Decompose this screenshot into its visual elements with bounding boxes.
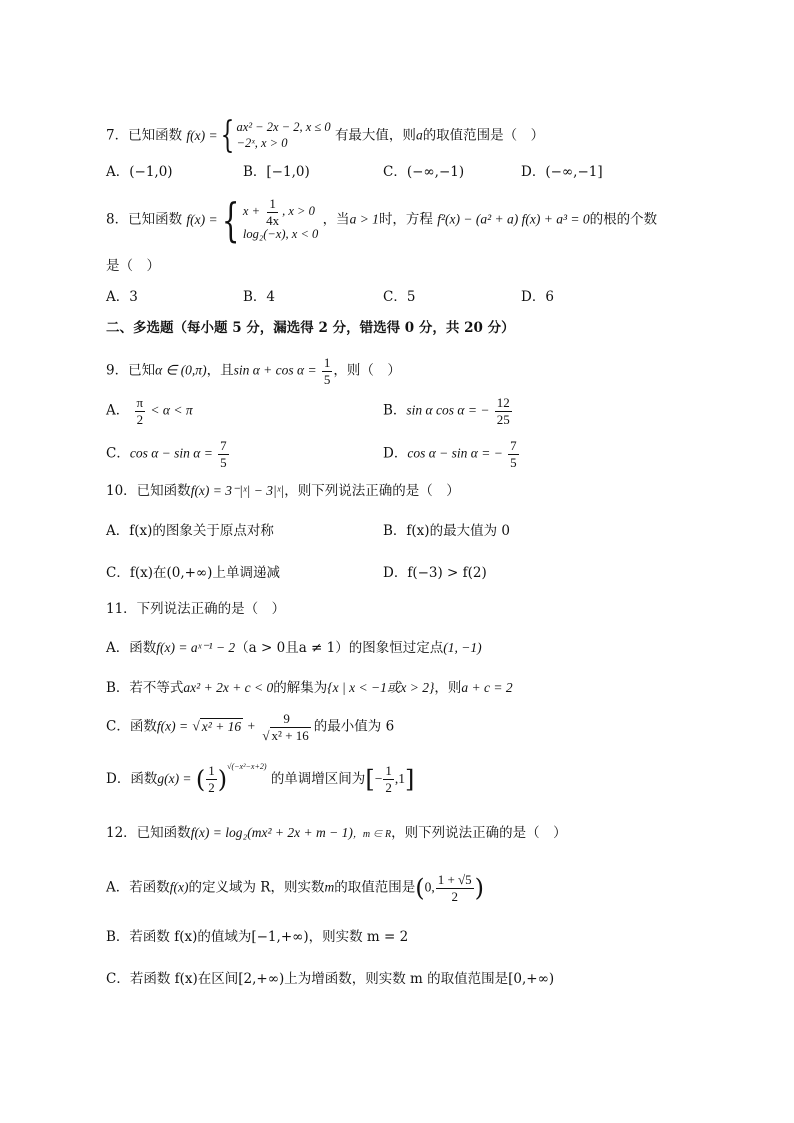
q8-pre: 8．已知函数 bbox=[106, 211, 183, 228]
q9-b-expr: sin α cos α = − bbox=[406, 402, 490, 418]
q11-b-result: a + c = 2 bbox=[461, 680, 513, 695]
q12-post: ，则下列说法正确的是（ ） bbox=[391, 825, 567, 841]
q11-a-expr: f(x) = aˣ⁻¹ − 2 bbox=[156, 640, 236, 655]
q12-a-den: 2 bbox=[451, 888, 458, 904]
q11-a-cond: （a > 0且a ≠ 1）的图象恒过定点 bbox=[235, 640, 444, 656]
q12-stem bbox=[106, 826, 567, 841]
q8-post: 的根的个数 bbox=[589, 211, 658, 228]
q7-option-d: D．(−∞,−1] bbox=[521, 164, 603, 180]
q8-fx: f(x) = bbox=[186, 212, 218, 228]
q9-a-label: A． bbox=[106, 402, 130, 419]
q8-case1-b: , x > 0 bbox=[282, 204, 315, 219]
q11-option-d: D．函数g(x) = ( $\frac{1}{2}$ )$^{√(-x^2-x+2)}$ 的单调增区间为[− $\frac{1}{2}$ ,1] bbox=[106, 762, 415, 795]
q9-c-den: 5 bbox=[220, 454, 227, 470]
q11-b-pre: B．若不等式 bbox=[106, 680, 184, 696]
q12-a-pre: A．若函数 bbox=[106, 879, 170, 896]
q8-stem bbox=[106, 193, 658, 247]
q8-eq: f²(x) − (a² + a) f(x) + a³ = 0 bbox=[437, 211, 590, 227]
q9-option-b bbox=[383, 396, 513, 426]
section-2-heading: 二、多选题（每小题 5 分，漏选得 2 分，错选得 0 分，共 20 分） bbox=[106, 320, 515, 336]
q8-option-c: C．5 bbox=[383, 289, 416, 305]
q11-d-int-b: ,1 bbox=[394, 771, 405, 786]
q11-c-sqrt: x² + 16 bbox=[201, 718, 242, 734]
q11-option-b bbox=[106, 681, 513, 696]
q7-stem bbox=[106, 115, 545, 156]
q10-option-b: B．f(x)的最大值为 0 bbox=[383, 523, 510, 539]
q7-cases bbox=[237, 120, 331, 151]
q11-a-pre: A．函数 bbox=[106, 640, 157, 656]
q8-mid2: 时，方程 bbox=[378, 211, 433, 228]
q8-case1-a: x + bbox=[242, 204, 260, 219]
q9-num: 1 bbox=[323, 355, 331, 370]
q8-case1 bbox=[243, 197, 318, 227]
q9-mid: ，且 bbox=[206, 362, 234, 379]
q9-a-den: 2 bbox=[136, 411, 144, 427]
q10-stem bbox=[106, 484, 460, 499]
q12-pre: 12．已知函数 bbox=[106, 825, 191, 841]
q11-option-a bbox=[106, 641, 482, 656]
q11-c-num: 9 bbox=[283, 711, 290, 726]
q12-option-b: B．若函数 f(x)的值域为[−1,+∞)，则实数 m = 2 bbox=[106, 929, 409, 945]
q8-option-b: B．4 bbox=[243, 289, 276, 305]
q9-stem bbox=[106, 356, 401, 386]
q11-d-int-num: 1 bbox=[385, 763, 392, 779]
q8-brace: { bbox=[221, 193, 240, 247]
q9-c-expr: cos α − sin α = bbox=[129, 445, 213, 461]
q11-c-pre: C．函数 bbox=[106, 718, 157, 735]
q9-a-rest: < α < π bbox=[150, 402, 193, 418]
q8-line2: 是（ ） bbox=[106, 258, 160, 274]
q9-option-d bbox=[383, 439, 520, 469]
q10-pre: 10．已知函数 bbox=[106, 483, 191, 499]
q11-b-post: ，则 bbox=[434, 680, 462, 696]
q8-mid: ，当 bbox=[322, 211, 350, 228]
q7-post: 有最大值，则 bbox=[334, 127, 416, 144]
q11-d-exponent: √(−x²−x+2) bbox=[227, 762, 267, 771]
q10-post: ，则下列说法正确的是（ ） bbox=[284, 483, 460, 499]
q11-stem: 11．下列说法正确的是（ ） bbox=[106, 601, 286, 617]
q11-c-post: 的最小值为 6 bbox=[313, 718, 395, 735]
q12-a-num: 1 + √5 bbox=[437, 872, 472, 887]
q11-d-int-den: 2 bbox=[385, 780, 392, 795]
q9-d-label: D． bbox=[383, 445, 408, 462]
q12-cond: ，m ∈ R bbox=[352, 829, 392, 840]
q8-cond: a > 1 bbox=[349, 211, 379, 227]
q10-option-a: A．f(x)的图象关于原点对称 bbox=[106, 523, 274, 539]
q7-option-b: B．[−1,0) bbox=[243, 164, 310, 180]
q9-post: ，则（ ） bbox=[333, 362, 401, 379]
q12-option-c: C．若函数 f(x)在区间[2,+∞)上为增函数，则实数 m 的取值范围是[0,+∞) bbox=[106, 971, 555, 987]
q7-option-a: A．(−1,0) bbox=[106, 164, 173, 180]
q9-den: 5 bbox=[323, 371, 331, 387]
q7-option-c: C．(−∞,−1) bbox=[383, 164, 465, 180]
q9-d-num: 7 bbox=[510, 438, 517, 453]
q9-c-label: C． bbox=[106, 445, 130, 462]
q7-brace: { bbox=[220, 115, 234, 156]
q9-pre: 9．已知 bbox=[106, 362, 156, 379]
q12-a-mid: 的定义域为 R，则实数 bbox=[188, 879, 325, 896]
q9-option-c bbox=[106, 439, 230, 469]
q11-b-set: {x | x < −1或x > 2} bbox=[327, 680, 435, 695]
q11-d-mid: 的单调增区间为 bbox=[270, 771, 366, 787]
q10-expr: f(x) = 3⁻|ˣ| − 3|ˣ| bbox=[190, 483, 285, 498]
q8-option-d: D．6 bbox=[521, 289, 554, 305]
q9-d-expr: cos α − sin α = − bbox=[407, 445, 503, 461]
q8-option-a: A．3 bbox=[106, 289, 138, 305]
q9-dom: α ∈ (0,π) bbox=[155, 362, 207, 378]
q10-option-d: D．f(−3) > f(2) bbox=[383, 565, 487, 581]
q11-b-expr: ax² + 2x + c < 0 bbox=[183, 680, 274, 695]
q8-case1-num: 1 bbox=[269, 196, 276, 212]
q12-expr: f(x) = log₂(mx² + 2x + m − 1) bbox=[190, 825, 353, 840]
q7-var: a bbox=[415, 127, 423, 143]
q9-a-num: π bbox=[136, 395, 144, 410]
q9-b-label: B． bbox=[383, 402, 407, 419]
q7-case1: ax² − 2x − 2, x ≤ 0 bbox=[236, 120, 331, 135]
q11-c-den: x² + 16 bbox=[271, 727, 309, 743]
q11-b-mid: 的解集为 bbox=[273, 680, 328, 696]
q9-option-a bbox=[106, 396, 193, 426]
q12-a-fx: f(x) bbox=[169, 879, 189, 895]
q9-b-num: 12 bbox=[496, 395, 510, 410]
q11-d-fx: g(x) = bbox=[157, 771, 192, 786]
q7-post2: 的取值范围是（ ） bbox=[422, 127, 545, 144]
q11-a-point: (1, −1) bbox=[443, 640, 482, 655]
q7-pre: 7．已知函数 bbox=[106, 127, 183, 144]
q8-cases bbox=[243, 197, 318, 243]
q10-option-c: C．f(x)在(0,+∞)上单调递减 bbox=[106, 565, 280, 581]
q12-a-m: m bbox=[324, 879, 335, 895]
q8-case1-den: 4x bbox=[266, 212, 280, 228]
q9-eq: sin α + cos α = bbox=[233, 362, 317, 378]
q8-case2: log₂(−x), x < 0 bbox=[242, 227, 319, 242]
q12-a-post: 的取值范围是 bbox=[334, 879, 416, 896]
q11-d-num: 1 bbox=[208, 763, 215, 779]
q9-b-den: 25 bbox=[496, 411, 510, 427]
q12-option-a: A．若函数f(x)的定义域为 R，则实数m的取值范围是(0, $\frac{1 + √5}{2}$ ) bbox=[106, 872, 485, 904]
q7-case2: −2ˣ, x > 0 bbox=[236, 136, 288, 150]
q11-c-fx: f(x) = bbox=[156, 718, 189, 734]
q7-fx: f(x) = bbox=[186, 128, 218, 144]
q11-d-pre: D．函数 bbox=[106, 771, 158, 787]
q9-d-den: 5 bbox=[510, 454, 517, 470]
q11-option-c: C．函数f(x) = √ x² + 16 + $\frac{9}{\text{√ x² + 16}}$ 的最小值为 6 bbox=[106, 711, 395, 743]
q11-d-den: 2 bbox=[208, 780, 215, 795]
q9-c-num: 7 bbox=[220, 438, 227, 453]
